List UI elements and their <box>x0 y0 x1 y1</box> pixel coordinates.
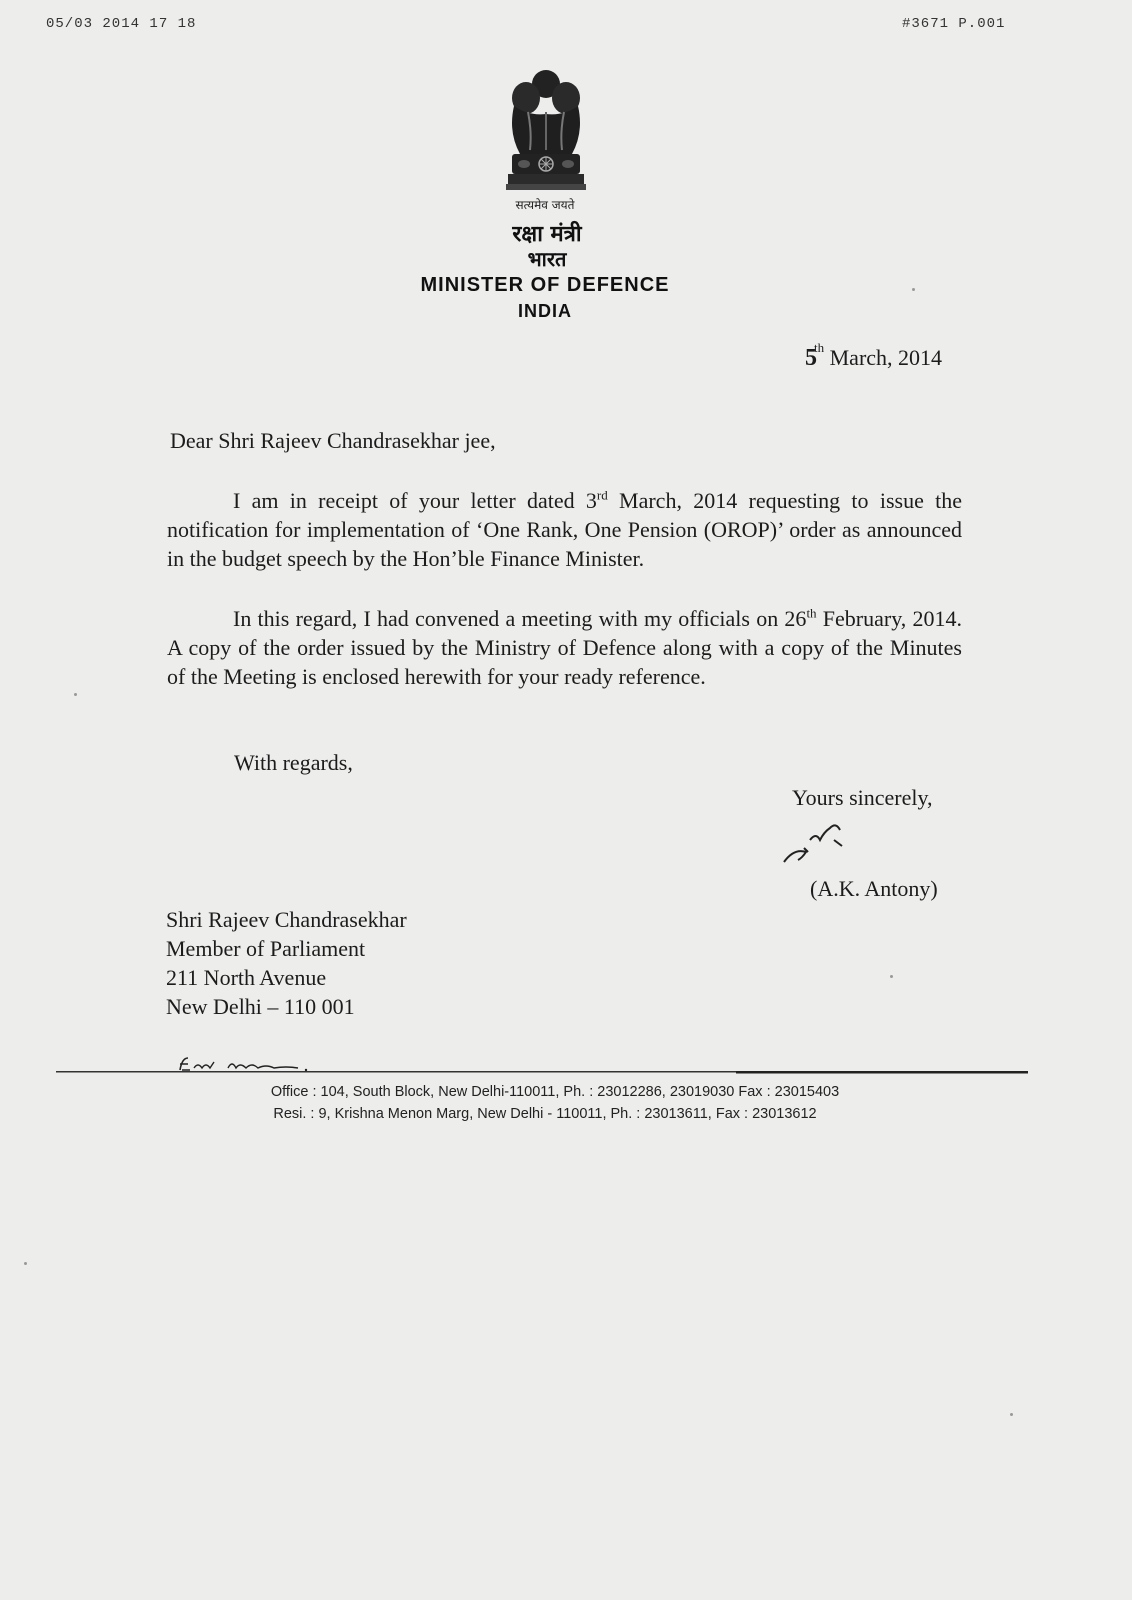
hindi-title-minister: रक्षा मंत्री <box>512 222 582 247</box>
date-month-year: March, 2014 <box>829 345 943 370</box>
fax-timestamp: 05/03 2014 17 18 <box>46 16 197 32</box>
footer-divider <box>56 1071 1028 1074</box>
body-paragraph-1: I am in receipt of your letter dated 3rd March, 2014 requesting to issue the notification for implementation of ‘One Rank, One Pension (OROP)’ order as announced in the budget speech by the Hon’ble Finance Minister. <box>167 487 962 571</box>
closing-regards: With regards, <box>234 750 353 775</box>
letterhead-country: INDIA <box>518 301 572 321</box>
signer-name: (A.K. Antony) <box>810 876 938 901</box>
date-day-suffix: th <box>814 340 825 355</box>
letterhead-title: MINISTER OF DEFENCE <box>420 274 670 296</box>
recipient-name: Shri Rajeev Chandrasekhar <box>166 907 407 932</box>
emblem-motto: सत्यमेव जयते <box>515 198 575 212</box>
handwritten-signature <box>780 818 860 874</box>
scan-speck <box>912 288 915 291</box>
scan-speck <box>1010 1413 1013 1416</box>
footer-office-address: Office : 104, South Block, New Delhi-110011, Ph. : 23012286, 23019030 Fax : 23015403 <box>270 1084 840 1100</box>
recipient-city: New Delhi – 110 001 <box>166 994 355 1019</box>
recipient-title: Member of Parliament <box>166 936 366 961</box>
scan-speck <box>24 1262 27 1265</box>
salutation: Dear Shri Rajeev Chandrasekhar jee, <box>170 428 496 453</box>
footer-residence-address: Resi. : 9, Krishna Menon Marg, New Delhi - 110011, Ph. : 23013611, Fax : 23013612 <box>273 1106 817 1122</box>
fax-page-number: #3671 P.001 <box>902 16 1006 32</box>
closing-yours-sincerely: Yours sincerely, <box>792 785 933 810</box>
scan-speck <box>890 975 893 978</box>
scan-speck <box>74 693 77 696</box>
body-paragraph-2: In this regard, I had convened a meeting with my officials on 26th February, 2014. A copy of the order issued by the Ministry of Defence along with a copy of the Minutes of the Meeting is enclosed herewith for your ready reference. <box>167 605 963 689</box>
ashoka-emblem-icon <box>498 62 594 198</box>
recipient-address <box>166 905 407 1021</box>
date-day: 5 <box>805 345 817 371</box>
hindi-title-country: भारत <box>527 247 567 271</box>
recipient-street: 211 North Avenue <box>166 965 327 990</box>
letter-date <box>805 340 943 372</box>
